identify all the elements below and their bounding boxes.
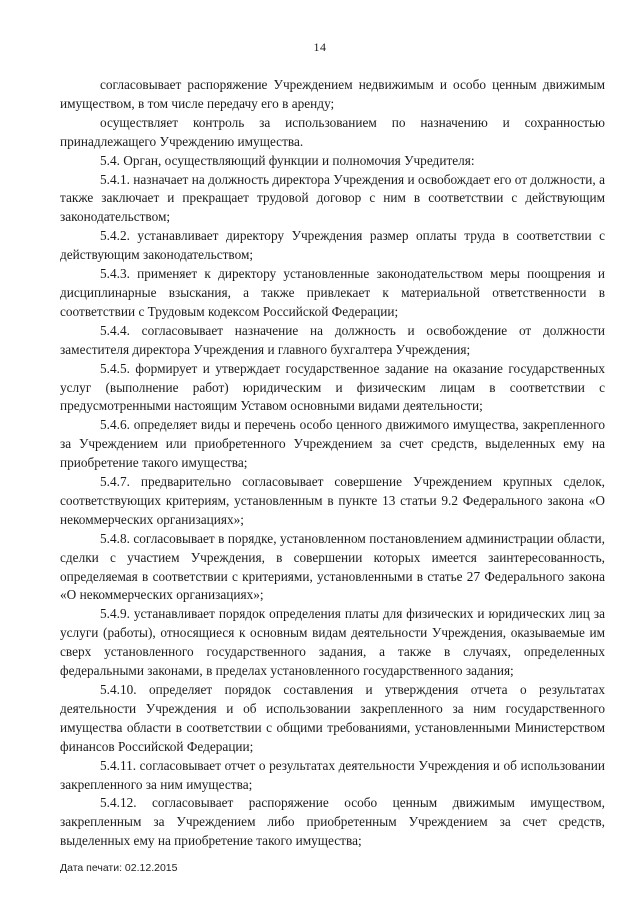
paragraph: 5.4.4. согласовывает назначение на должность и освобождение от должности заместителя директора Учреждения и главного бухгалтера Учреждения; [60,322,605,357]
page-number: 14 [313,40,327,54]
paragraph: 5.4.6. определяет виды и перечень особо ценного движимого имущества, закрепленного за Учреждением или приобретенного Учреждением за счет средств, выделенных ему на приобретение такого имущества; [60,417,605,471]
paragraph: 5.4.9. устанавливает порядок определения платы для физических и юридических лиц за услуги (работы), относящиеся к основным видам деятельности Учреждения, оказываемые им сверх установленного государственного задания, а также в случаях, определенных федеральными законами, в пределах установленного государственного задания; [60,606,605,679]
document-body [60,76,605,851]
paragraph: осуществляет контроль за использованием по назначению и сохранностью принадлежащего Учреждению имущества. [60,114,605,149]
paragraph: 5.4.2. устанавливает директору Учреждения размер оплаты труда в соответствии с действующим законодательством; [60,228,605,263]
paragraph: 5.4.7. предварительно согласовывает совершение Учреждением крупных сделок, соответствующих критериям, установленным в пункте 13 статьи 9.2 Федерального закона «О некоммерческих организациях»; [60,474,605,527]
section-heading: 5.4. Орган, осуществляющий функции и полномочия Учредителя: [100,152,475,168]
paragraph: согласовывает распоряжение Учреждением недвижимым и особо ценным движимым имуществом, в том числе передачу его в аренду; [60,77,605,111]
paragraph: 5.4.3. применяет к директору установленные законодательством меры поощрения и дисциплинарные взыскания, а также привлекает к материальной ответственности в соответствии с Трудовым кодексом Российской Федерации; [60,266,605,319]
paragraph: 5.4.11. согласовывает отчет о результатах деятельности Учреждения и об использовании закрепленного за ним имущества; [60,757,605,792]
paragraph: 5.4.10. определяет порядок составления и утверждения отчета о результатах деятельности Учреждения и об использовании закрепленного за ним государственного имущества области в соответствии с общими требованиями, установленными Министерством финансов Российской Федерации; [60,682,605,754]
paragraph: 5.4.1. назначает на должность директора Учреждения и освобождает его от должности, а также заключает и прекращает трудовой договор с ним в соответствии с действующим законодательством; [60,171,605,225]
paragraph: 5.4.12. согласовывает распоряжение особо ценным движимым имуществом, закрепленным за Учреждением либо приобретенным Учреждением за счет средств, выделенных ему на приобретение такого имущества; [60,795,605,849]
paragraph: 5.4.8. согласовывает в порядке, установленном постановлением администрации области, сделки с участием Учреждения, в совершении которых имеется заинтересованность, определяемая в соответствии с критериями, установленными в статье 27 Федерального закона «О некоммерческих организациях»; [60,530,605,603]
print-date: Дата печати: 02.12.2015 [60,862,178,874]
paragraph: 5.4.5. формирует и утверждает государственное задание на оказание государственных услуг (выполнение работ) юридическим и физическим лицам в соответствии с предусмотренными настоящим Уставом основными видами деятельности; [60,360,605,414]
